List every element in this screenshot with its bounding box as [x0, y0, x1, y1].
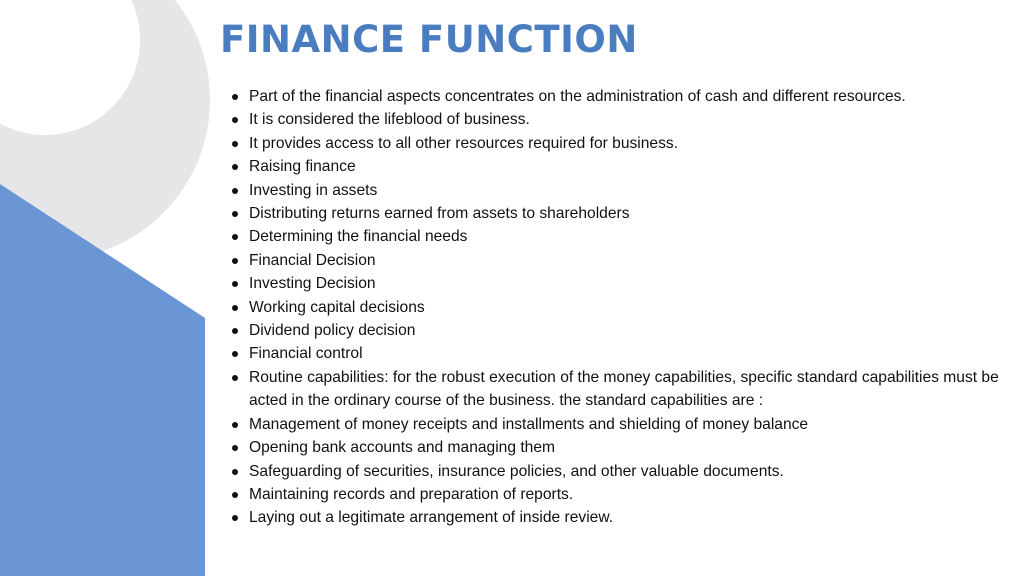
bullet-item: Maintaining records and preparation of reports. [231, 483, 1001, 506]
bullet-item: It is considered the lifeblood of business. [231, 108, 1001, 131]
bullet-item: Working capital decisions [231, 296, 1001, 319]
bullet-item: Opening bank accounts and managing them [231, 436, 1001, 459]
bullet-item: Routine capabilities: for the robust execution of the money capabilities, specific standard capabilities must be acted in the ordinary course of the business. the standard capabilities are : [231, 366, 1001, 413]
bullet-item: Financial control [231, 342, 1001, 365]
slide-title: FINANCE FUNCTION [220, 18, 638, 61]
bullet-item: Distributing returns earned from assets to shareholders [231, 202, 1001, 225]
bullet-item: Investing in assets [231, 179, 1001, 202]
bullet-item: Investing Decision [231, 272, 1001, 295]
bullet-item: It provides access to all other resources required for business. [231, 132, 1001, 155]
bullet-item: Laying out a legitimate arrangement of inside review. [231, 506, 1001, 529]
bullet-item: Management of money receipts and installments and shielding of money balance [231, 413, 1001, 436]
bullet-item: Dividend policy decision [231, 319, 1001, 342]
bullet-item: Financial Decision [231, 249, 1001, 272]
bullet-item: Safeguarding of securities, insurance policies, and other valuable documents. [231, 460, 1001, 483]
bullet-item: Determining the financial needs [231, 225, 1001, 248]
bullet-item: Part of the financial aspects concentrates on the administration of cash and different resources. [231, 85, 1001, 108]
bullet-list [231, 85, 1001, 530]
bullet-item: Raising finance [231, 155, 1001, 178]
